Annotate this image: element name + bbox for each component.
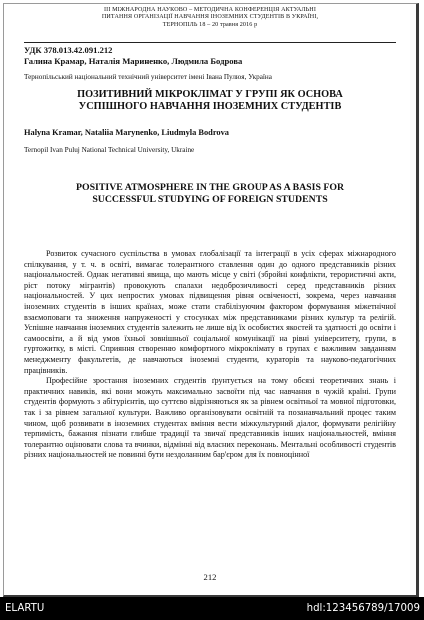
title-ukrainian bbox=[24, 89, 396, 112]
authors-ukrainian: Галина Крамар, Наталія Мариненко, Людмила Бодрова bbox=[24, 56, 243, 66]
document-page bbox=[3, 3, 419, 597]
body-paragraph: Розвиток сучасного суспільства в умовах глобалізації та інтеграції в усіх сферах міжнародного спілкування, у т. ч. в освіті, вимагає толерантного ставлення один до одного представників різних національностей. Однак негативні явища, що мають місце у світі (збройні конфлікти, терористичні акти, ріст потоку мігрантів) провокують спалахи недоброзичливості серед представників різних національностей. У цих непростих умовах підвищення рівня освіченості, зокрема, через навчання іноземних студентів в інших країнах, може стати стабілізуючим фактором формування міжетнічної взаємоповаги та зниження напруженості у стосунках між представниками різних культур та релігій. Успішне навчання іноземних студентів залежить не лише від їх особистих якостей та здатності до освіти і самоосвіти, а й від умов їхньої зовнішньої соціальної комунікації на рівні університету, групи, в гуртожитку, в місті. Сприяння створенню комфортного мікроклімату в групах є важливим завданням менеджменту факультетів, де навчаються іноземні студенти, кураторів та науково-педагогічних працівників. bbox=[24, 249, 396, 375]
affiliation-english: Ternopil Ivan Puluj National Technical University, Ukraine bbox=[24, 146, 195, 154]
udk-code: УДК 378.013.42.091.212 bbox=[24, 45, 113, 55]
header-divider bbox=[24, 42, 396, 43]
page-number: 212 bbox=[203, 572, 217, 582]
title-line: SUCCESSFUL STUDYING OF FOREIGN STUDENTS bbox=[92, 193, 328, 205]
viewer-footer-bar bbox=[0, 597, 424, 620]
title-line: УСПІШНОГО НАВЧАННЯ ІНОЗЕМНИХ СТУДЕНТІВ bbox=[78, 100, 342, 112]
title-english bbox=[24, 182, 396, 205]
title-line: ПОЗИТИВНИЙ МІКРОКЛІМАТ У ГРУПІ ЯК ОСНОВА bbox=[77, 89, 343, 100]
article-body bbox=[24, 249, 396, 461]
body-paragraph: Професійне зростання іноземних студентів ґрунтується на тому обсязі теоретичних знань і практичних навиків, які вони можуть максимально засвоїти під час навчання в чужій країні. Групи студентів формують з абітурієнтів, що суттєво відрізняються як за рівнем освітньої та мовної підготовки, так і за рівнем загальної культури. Важливо організовувати освітній та позанавчальний процес таким чином, щоб розвивати в іноземних студентах вміння вести міжкультурний діалог, формувати релігійну терпимість, бажання пізнати глибше традиції та звичаї представників інших національностей, вміння толерантно оцінювати слова та вчинки, відмінні від власних переконань. Ментальні особливості студентів різних національностей не повинні бути нездоланним бар'єром для їх повноцінної bbox=[24, 376, 396, 460]
affiliation-ukrainian: Тернопільський національний технічний університет імені Івана Пулюя, Україна bbox=[24, 73, 272, 81]
header-line: ТЕРНОПІЛЬ 18 – 20 травня 2016 р bbox=[162, 21, 258, 28]
header-line: ПИТАННЯ ОРГАНІЗАЦІЇ НАВЧАННЯ ІНОЗЕМНИХ СТУДЕНТІВ В УКРАЇНІ, bbox=[101, 14, 319, 21]
repository-name: ELARTU bbox=[5, 603, 45, 614]
authors-english: Halyna Kramar, Nataliia Marynenko, Liudmyla Bodrova bbox=[24, 128, 229, 137]
title-line: POSITIVE ATMOSPHERE IN THE GROUP AS A BASIS FOR bbox=[75, 182, 345, 193]
header-line: ІІІ МІЖНАРОДНА НАУКОВО – МЕТОДИЧНА КОНФЕРЕНЦІЯ АКТУАЛЬНІ bbox=[104, 7, 316, 13]
conference-header bbox=[4, 7, 416, 29]
handle-link[interactable]: hdl:123456789/17009 bbox=[306, 603, 420, 614]
